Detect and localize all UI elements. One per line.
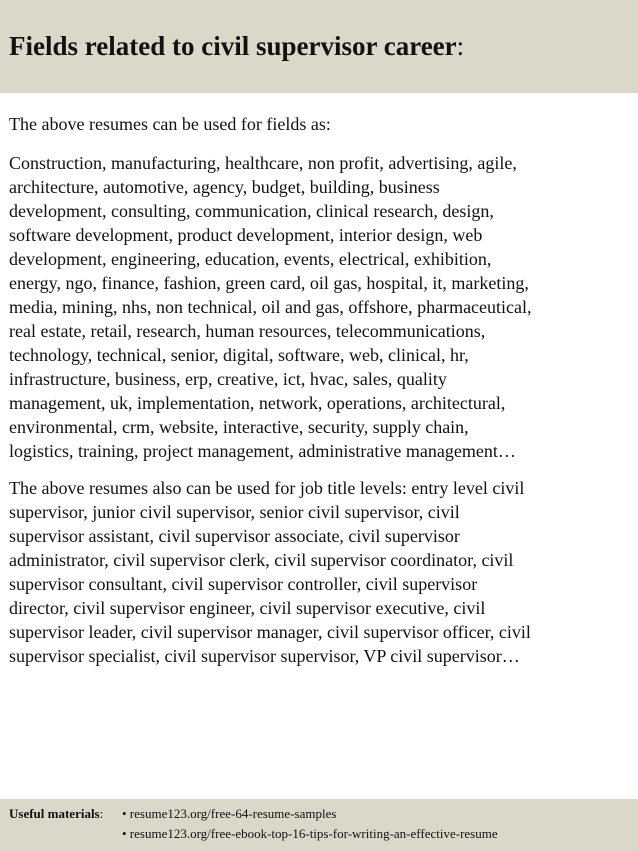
resource-link[interactable]: • resume123.org/free-ebook-top-16-tips-for-writing-an-effective-resume: [122, 826, 498, 841]
fields-line: management, uk, implementation, network, operations, architectural,: [9, 393, 506, 413]
useful-materials-label: [9, 804, 122, 824]
footer-row: [9, 824, 638, 844]
useful-materials-label-colon: :: [99, 806, 104, 821]
footer-row: [9, 804, 638, 824]
fields-line: software development, product development, interior design, web: [9, 225, 483, 245]
job-titles-line: administrator, civil supervisor clerk, civil supervisor coordinator, civil: [9, 550, 514, 570]
header-band: [0, 0, 638, 93]
footer-band: [0, 799, 638, 851]
fields-paragraph: [9, 151, 633, 463]
page-title-text: Fields related to civil supervisor career: [9, 31, 457, 61]
main-content: [9, 112, 633, 668]
fields-line: logistics, training, project management, administrative management…: [9, 441, 516, 461]
fields-line: development, engineering, education, events, electrical, exhibition,: [9, 249, 492, 269]
fields-line: architecture, automotive, agency, budget, building, business: [9, 177, 440, 197]
page-title: [9, 30, 638, 62]
job-titles-paragraph: [9, 476, 633, 668]
job-titles-line: director, civil supervisor engineer, civil supervisor executive, civil: [9, 598, 486, 618]
job-titles-line: The above resumes also can be used for job title levels: entry level civil: [9, 478, 525, 498]
intro-text: The above resumes can be used for fields as:: [9, 114, 331, 134]
fields-line: development, consulting, communication, clinical research, design,: [9, 201, 494, 221]
resource-link[interactable]: • resume123.org/free-64-resume-samples: [122, 806, 337, 821]
footer-spacer: [9, 824, 122, 844]
fields-line: Construction, manufacturing, healthcare, non profit, advertising, agile,: [9, 153, 517, 173]
page-title-colon: :: [456, 31, 465, 61]
job-titles-line: supervisor assistant, civil supervisor associate, civil supervisor: [9, 526, 460, 546]
fields-line: infrastructure, business, erp, creative, ict, hvac, sales, quality: [9, 369, 447, 389]
fields-line: energy, ngo, finance, fashion, green card, oil gas, hospital, it, marketing,: [9, 273, 529, 293]
useful-materials-label-text: Useful materials: [9, 806, 100, 821]
job-titles-line: supervisor, junior civil supervisor, senior civil supervisor, civil: [9, 502, 460, 522]
job-titles-line: supervisor specialist, civil supervisor supervisor, VP civil supervisor…: [9, 646, 520, 666]
job-titles-line: supervisor leader, civil supervisor manager, civil supervisor officer, civil: [9, 622, 531, 642]
fields-line: technology, technical, senior, digital, software, web, clinical, hr,: [9, 345, 469, 365]
job-titles-line: supervisor consultant, civil supervisor controller, civil supervisor: [9, 574, 478, 594]
fields-line: media, mining, nhs, non technical, oil and gas, offshore, pharmaceutical,: [9, 297, 532, 317]
fields-line: environmental, crm, website, interactive, security, supply chain,: [9, 417, 469, 437]
fields-line: real estate, retail, research, human resources, telecommunications,: [9, 321, 486, 341]
